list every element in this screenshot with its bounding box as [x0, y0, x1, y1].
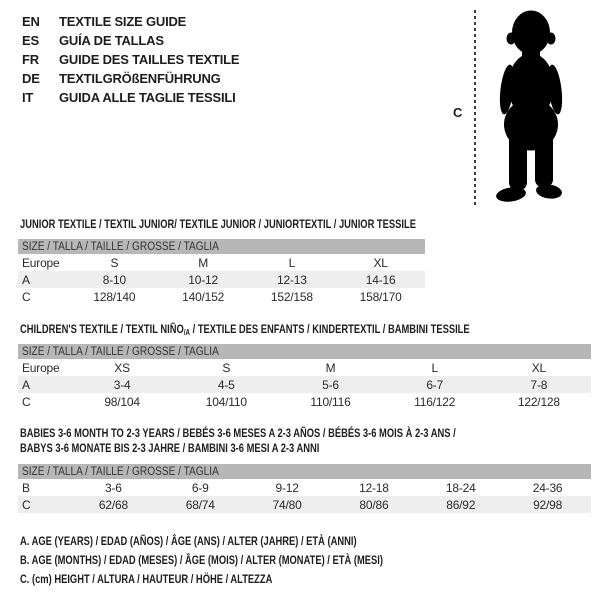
cell: 116/122 — [414, 394, 456, 409]
cell: M — [325, 360, 336, 375]
cell: 18-24 — [445, 480, 476, 495]
height-dashed-line — [474, 10, 476, 206]
lang-code: EN — [22, 14, 40, 29]
lang-code: ES — [22, 33, 39, 48]
size-header-band — [18, 464, 591, 479]
table-row — [18, 288, 425, 305]
cell: 158/170 — [359, 289, 402, 304]
lang-label: TEXTILE SIZE GUIDE — [59, 14, 187, 29]
cell: 152/158 — [270, 289, 313, 304]
cell: 24-36 — [532, 480, 563, 495]
row-label: C — [22, 497, 31, 512]
lang-code: IT — [22, 90, 34, 105]
lang-label: GUÍA DE TALLAS — [59, 33, 164, 48]
cell: S — [222, 360, 231, 375]
language-header — [22, 12, 239, 107]
children-section-title — [20, 321, 596, 336]
cell: XL — [373, 255, 388, 270]
cell: 104/110 — [205, 394, 247, 409]
cell: 74/80 — [272, 497, 302, 512]
children-section-title-text — [20, 322, 470, 340]
cell: 68/74 — [185, 497, 215, 512]
lang-label: GUIDE DES TAILLES TEXTILE — [59, 52, 240, 67]
cell: 4-5 — [217, 377, 235, 392]
cell: 3-4 — [113, 377, 131, 392]
legend-line-b — [20, 550, 485, 569]
row-label: Europe — [22, 360, 60, 375]
babies-title-line1-text: BABIES 3-6 MONTH TO 2-3 YEARS / BEBÉS 3-6 MESES A 2-3 AÑOS / BÉBÉS 3-6 MOIS À 2-3 ANS / — [20, 426, 456, 440]
row-label: A — [22, 272, 30, 287]
cell: 80/86 — [359, 497, 389, 512]
lang-label: TEXTILGRÖßENFÜHRUNG — [59, 71, 221, 86]
cell: 140/152 — [182, 289, 225, 304]
cell: S — [110, 255, 119, 270]
baby-silhouette-icon — [486, 5, 576, 208]
junior-size-table — [18, 239, 425, 305]
legend-line-c — [20, 569, 485, 588]
cell: 6-9 — [191, 480, 209, 495]
table-row — [18, 254, 425, 271]
table-row — [18, 479, 591, 496]
title-subscript: /A — [183, 328, 191, 337]
size-header-label: SIZE / TALLA / TAILLE / GRÖSSE / TAGLIA — [22, 240, 219, 253]
cell: 3-6 — [105, 480, 122, 495]
babies-title-line2-text: BABYS 3-6 MONATE BIS 2-3 JAHRE / BAMBINI 3-6 MESI A 2-3 ANNI — [20, 441, 320, 455]
size-header-label: SIZE / TALLA / TAILLE / GRÖSSE / TAGLIA — [22, 465, 219, 478]
cell: 62/68 — [98, 497, 128, 512]
lang-row-fr — [22, 50, 239, 69]
cell: 7-8 — [530, 377, 548, 392]
cell: 5-6 — [322, 377, 339, 392]
cell: L — [431, 360, 438, 375]
size-header-band — [18, 344, 591, 359]
title-post: / TEXTILE DES ENFANTS / KINDERTEXTIL / BAMBINI TESSILE — [190, 322, 470, 336]
size-header-label: SIZE / TALLA / TAILLE / GRÖSSE / TAGLIA — [22, 345, 219, 358]
cell: 12-18 — [359, 480, 389, 495]
title-pre: CHILDREN'S TEXTILE / TEXTIL NIÑO — [20, 322, 184, 336]
cell: 10-12 — [188, 272, 218, 287]
legend-line-a-text: A. AGE (YEARS) / EDAD (AÑOS) / ÂGE (ANS) / ALTER (JAHRE) / ETÀ (ANNI) — [20, 534, 357, 548]
lang-row-it — [22, 88, 239, 107]
lang-row-en — [22, 12, 239, 31]
lang-row-de — [22, 69, 239, 88]
babies-section-title-line1 — [20, 425, 579, 440]
cell: 86/92 — [446, 497, 476, 512]
lang-label: GUIDA ALLE TAGLIE TESSILI — [59, 90, 236, 105]
lang-code: FR — [22, 52, 39, 67]
row-label: B — [22, 480, 30, 495]
cell: 128/140 — [93, 289, 136, 304]
table-row — [18, 393, 591, 410]
babies-section-title-line2 — [20, 440, 404, 455]
cell: L — [288, 255, 296, 270]
cell: 92/98 — [533, 497, 563, 512]
cell: 12-13 — [277, 272, 307, 287]
cell: 9-12 — [275, 480, 299, 495]
height-measure-label: C — [453, 105, 463, 120]
table-row — [18, 359, 591, 376]
row-label: C — [22, 394, 31, 409]
size-header-band — [18, 239, 425, 254]
legend-line-c-text: C. (cm) HEIGHT / ALTURA / HAUTEUR / HÖHE / ALTEZZA — [20, 572, 273, 586]
children-size-table — [18, 344, 591, 410]
table-row — [18, 376, 591, 393]
table-row — [18, 271, 425, 288]
legend-line-a — [20, 531, 485, 550]
cell: 98/104 — [104, 394, 140, 409]
cell: 122/128 — [517, 394, 560, 409]
lang-code: DE — [22, 71, 40, 86]
cell: M — [198, 255, 209, 270]
row-label: C — [22, 289, 31, 304]
junior-section-title-text: JUNIOR TEXTILE / TEXTIL JUNIOR/ TEXTILE JUNIOR / JUNIORTEXTIL / JUNIOR TESSILE — [20, 217, 416, 231]
babies-size-table — [18, 464, 591, 513]
row-label: Europe — [22, 255, 60, 270]
cell: 110/116 — [310, 394, 351, 409]
junior-section-title — [20, 216, 528, 231]
cell: 8-10 — [102, 272, 126, 287]
legend-line-b-text: B. AGE (MONTHS) / EDAD (MESES) / ÂGE (MOIS) / ALTER (MONATE) / ETÀ (MESI) — [20, 553, 383, 567]
row-label: A — [22, 377, 30, 392]
cell: 6-7 — [426, 377, 444, 392]
cell: 14-16 — [365, 272, 396, 287]
cell: XL — [531, 360, 547, 375]
lang-row-es — [22, 31, 239, 50]
table-row — [18, 496, 591, 513]
cell: XS — [114, 360, 130, 375]
legend — [20, 531, 485, 588]
